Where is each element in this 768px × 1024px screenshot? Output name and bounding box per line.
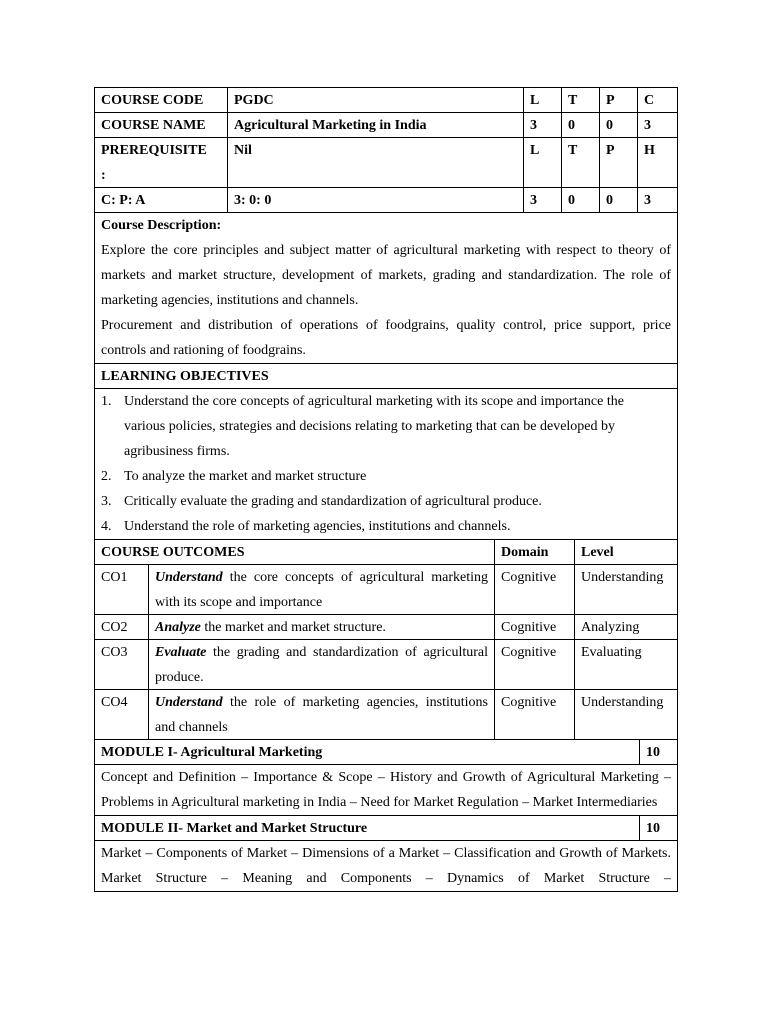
- col-c: C: [637, 88, 675, 112]
- cpa-l: 3: [523, 188, 561, 212]
- objective-text: Critically evaluate the grading and standardization of agricultural produce.: [124, 494, 542, 509]
- objective-text: Understand the core concepts of agricultural marketing with its scope and importance the various policies, strategies and decisions relating to marketing that can be developed by agribusiness firms.: [124, 394, 624, 459]
- name-c: 3: [637, 113, 675, 137]
- prerequisite-colon: :: [101, 168, 106, 183]
- learning-objectives-row: [95, 388, 677, 539]
- outcome-level: Evaluating: [574, 640, 675, 689]
- outcome-domain: Cognitive: [494, 565, 574, 614]
- course-description-heading: Course Description:: [101, 218, 222, 233]
- prereq-h: H: [637, 138, 675, 187]
- outcome-verb: Understand: [155, 570, 223, 585]
- learning-objectives-list-cell: [95, 389, 677, 539]
- outcome-description: [148, 615, 494, 639]
- outcome-code: CO4: [101, 695, 128, 710]
- cpa-h: 3: [637, 188, 675, 212]
- objective-item: [101, 389, 671, 464]
- prereq-t: T: [561, 138, 599, 187]
- outcome-code: CO2: [101, 620, 128, 635]
- objective-number: 4.: [101, 519, 112, 534]
- outcome-text: the market and market structure.: [200, 620, 386, 635]
- outcome-verb: Understand: [155, 695, 223, 710]
- cpa-p: 0: [599, 188, 637, 212]
- course-name-label: COURSE NAME: [101, 118, 206, 133]
- module-1-hours: 10: [639, 740, 675, 764]
- module-2-hours: 10: [639, 816, 675, 840]
- outcome-verb: Evaluate: [155, 645, 207, 660]
- module-2-header-row: [95, 815, 677, 840]
- course-name-value: Agricultural Marketing in India: [227, 113, 523, 137]
- outcome-text: the core concepts of agricultural marketing with its scope and importance: [155, 570, 488, 610]
- course-code-row: [95, 87, 677, 112]
- module-2-title: MODULE II- Market and Market Structure: [101, 821, 368, 836]
- module-1-content-row: [95, 764, 677, 815]
- learning-objectives-heading-row: [95, 363, 677, 388]
- name-l: 3: [523, 113, 561, 137]
- outcome-domain: Cognitive: [494, 640, 574, 689]
- outcome-row: [95, 639, 677, 689]
- outcome-text: the role of marketing agencies, institutions and channels: [155, 695, 488, 735]
- prerequisite-row: [95, 137, 677, 187]
- course-description: [95, 213, 677, 363]
- cpa-value: 3: 0: 0: [227, 188, 523, 212]
- course-name-row: [95, 112, 677, 137]
- prerequisite-label: [95, 138, 227, 187]
- course-description-para-1: Explore the core principles and subject matter of agricultural marketing with respect to theory of markets and market structure, development of markets, grading and standardization. The role of marketing agencies, institutions and channels.: [101, 243, 671, 308]
- module-2-content-row: [95, 840, 677, 892]
- course-outcomes-heading: COURSE OUTCOMES: [101, 545, 245, 560]
- course-description-row: [95, 212, 677, 363]
- outcome-row: [95, 614, 677, 639]
- outcome-code: CO3: [101, 645, 128, 660]
- outcome-code: CO1: [101, 570, 128, 585]
- course-description-para-2: Procurement and distribution of operations of foodgrains, quality control, price support, price controls and rationing of foodgrains.: [101, 318, 671, 358]
- cpa-label: C: P: A: [101, 193, 146, 208]
- objective-number: 2.: [101, 469, 112, 484]
- col-l: L: [523, 88, 561, 112]
- outcome-level: Understanding: [574, 565, 675, 614]
- name-p: 0: [599, 113, 637, 137]
- outcome-domain: Cognitive: [494, 690, 574, 739]
- objective-text: To analyze the market and market structure: [124, 469, 367, 484]
- col-p: P: [599, 88, 637, 112]
- outcome-verb: Analyze: [155, 620, 201, 635]
- domain-header: Domain: [494, 540, 574, 564]
- outcome-level: Understanding: [574, 690, 675, 739]
- objective-number: 1.: [101, 394, 112, 409]
- outcome-domain: Cognitive: [494, 615, 574, 639]
- cpa-t: 0: [561, 188, 599, 212]
- course-outcomes-header-row: [95, 539, 677, 564]
- module-1-title: MODULE I- Agricultural Marketing: [101, 745, 323, 760]
- name-t: 0: [561, 113, 599, 137]
- col-t: T: [561, 88, 599, 112]
- syllabus-table: [94, 87, 678, 892]
- module-2-content: Market – Components of Market – Dimensions of a Market – Classification and Growth of Markets. Market Structure – Meaning and Components – Dynamics of Market Structure –: [101, 846, 671, 886]
- outcome-description: [148, 640, 494, 689]
- learning-objectives-list: [95, 389, 677, 539]
- course-code-label: COURSE CODE: [101, 93, 204, 108]
- module-1-content: Concept and Definition – Importance & Scope – History and Growth of Agricultural Marketing – Problems in Agricultural marketing in India – Need for Market Regulation – Market Intermediaries: [101, 770, 671, 810]
- prerequisite-value: Nil: [227, 138, 523, 187]
- objective-item: [101, 489, 671, 514]
- outcome-row: [95, 564, 677, 614]
- module-1-header-row: [95, 739, 677, 764]
- prereq-l: L: [523, 138, 561, 187]
- objective-text: Understand the role of marketing agencies, institutions and channels.: [124, 519, 511, 534]
- cpa-row: [95, 187, 677, 212]
- outcome-level: Analyzing: [574, 615, 675, 639]
- objective-item: [101, 514, 671, 539]
- objective-number: 3.: [101, 494, 112, 509]
- course-code-value: PGDC: [227, 88, 523, 112]
- learning-objectives-heading: LEARNING OBJECTIVES: [101, 369, 269, 384]
- prereq-p: P: [599, 138, 637, 187]
- outcome-text: the grading and standardization of agricultural produce.: [155, 645, 488, 685]
- prerequisite-label-text: PREREQUISITE: [101, 143, 207, 158]
- level-header: Level: [574, 540, 675, 564]
- outcome-description: [148, 565, 494, 614]
- outcome-description: [148, 690, 494, 739]
- outcome-row: [95, 689, 677, 739]
- objective-item: [101, 464, 671, 489]
